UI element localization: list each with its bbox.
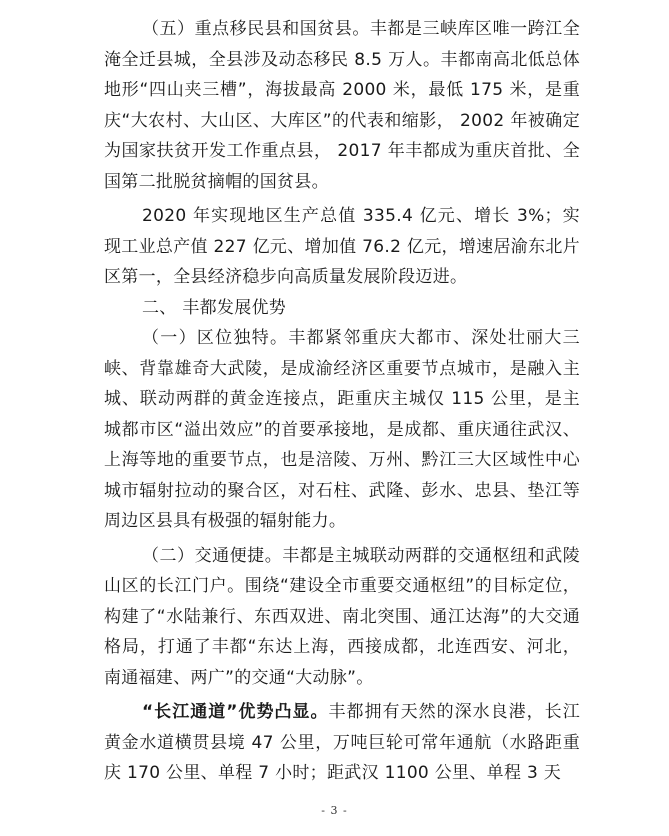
paragraph-key-resettlement-county <box>104 14 580 197</box>
paragraph-heading: （五）重点移民县和国贫县。 <box>142 19 370 39</box>
paragraph-yangtze-channel <box>104 697 580 789</box>
paragraph-location-advantage <box>104 323 580 537</box>
paragraph-transport-advantage <box>104 541 580 694</box>
paragraph-text: 丰都拥有天然的深水良港，长江黄金水道横贯县境 47 公里，万吨巨轮可常年通航（水路距重庆 170 公里、单程 7 小时；距武汉 1100 公里、单程 3 天 <box>104 702 580 783</box>
paragraph-text: 丰都是三峡库区唯一跨江全淹全迁县城，全县涉及动态移民 8.5 万人。丰都南高北低总体地形“四山夹三槽”，海拔最高 2000 米，最低 175 米，是重庆“大农村、大山区、大库区”的代表和缩影， 2002 年被确定为国家扶贫开发工作重点县， 2017 年丰都成为重庆首批、全国第二批脱贫摘帽的国贫县。 <box>104 19 580 192</box>
paragraph-text: 丰都是主城联动两群的交通枢纽和武陵山区的长江门户。围绕“建设全市重要交通枢纽”的目标定位，构建了“水陆兼行、东西双进、南北突围、通江达海”的大交通格局，打通了丰都“东达上海，西接成都，北连西安、河北，南通福建、两广”的交通“大动脉”。 <box>104 545 580 688</box>
section-title-advantages: 二、 丰都发展优势 <box>142 297 287 318</box>
paragraph-heading-bold: “长江通道”优势凸显。 <box>142 702 329 722</box>
paragraph-text: 丰都紧邻重庆大都市、深处壮丽大三峡、背靠雄奇大武陵，是成渝经济区重要节点城市，是融入主城、联动两群的黄金连接点，距重庆主城仅 115 公里，是主城都市区“溢出效应”的首要承接地，是成都、重庆通往武汉、上海等地的重要节点，也是涪陵、万州、黔江三大区域性中心城市辐射拉动的聚合区，对石柱、武隆、彭水、忠县、垫江等周边区县具有极强的辐射能力。 <box>104 328 580 531</box>
paragraph-economy-2020: 2020 年实现地区生产总值 335.4 亿元、增长 3%；实现工业总产值 227 亿元、增加值 76.2 亿元，增速居渝东北片区第一，全县经济稳步向高质量发展阶段迈进。 <box>104 206 580 287</box>
page-number: - 3 - <box>321 804 348 817</box>
document-body <box>104 14 580 789</box>
paragraph-heading: （二）交通便捷。 <box>142 545 283 566</box>
paragraph-heading: （一）区位独特。 <box>142 328 289 348</box>
